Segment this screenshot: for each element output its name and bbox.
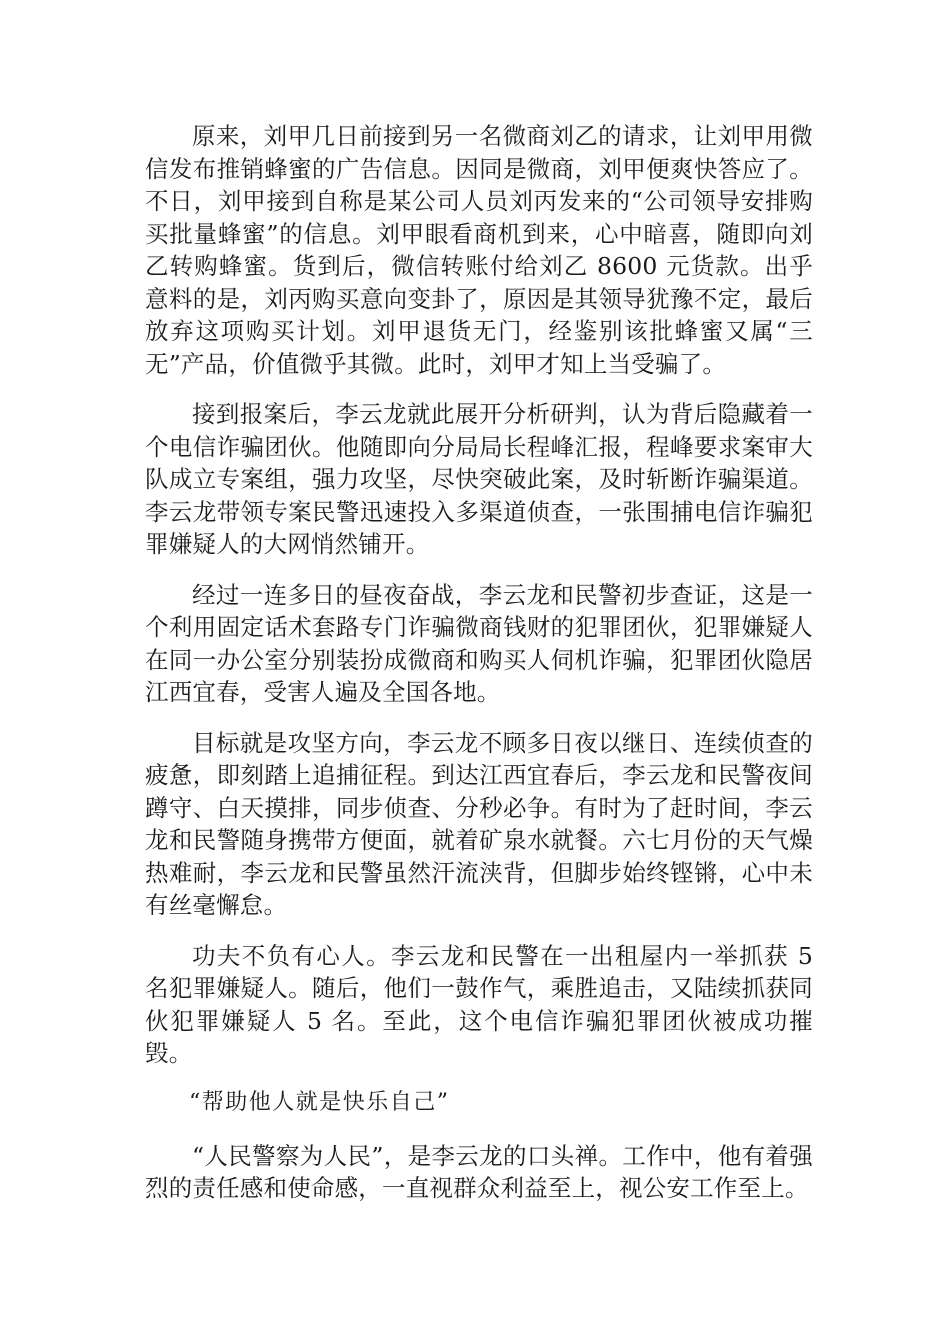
paragraph-gang-identified: 经过一连多日的昼夜奋战，李云龙和民警初步查证，这是一个利用固定话术套路专门诈骗微商钱财的犯罪团伙，犯罪嫌疑人在同一办公室分别装扮成微商和购买人伺机诈骗，犯罪团伙隐居江西宜春，受害人遍及全国各地。 (145, 580, 813, 706)
paragraph-scam-background: 原来，刘甲几日前接到另一名微商刘乙的请求，让刘甲用微信发布推销蜂蜜的广告信息。因同是微商，刘甲便爽快答应了。不日，刘甲接到自称是某公司人员刘丙发来的“公司领导安排购买批量蜂蜜”的信息。刘甲眼看商机到来，心中暗喜，随即向刘乙转购蜂蜜。货到后，微信转账付给刘乙 8600 元货款。出乎意料的是，刘丙购买意向变卦了，原因是其领导犹豫不定，最后放弃这项购买计划。刘甲退货无门，经鉴别该批蜂蜜又属“三无”产品，价值微乎其微。此时，刘甲才知上当受骗了。 (145, 122, 813, 378)
paragraph-motto: “人民警察为人民”，是李云龙的口头禅。工作中，他有着强烈的责任感和使命感，一直视群众利益至上，视公安工作至上。 (145, 1141, 813, 1202)
paragraph-investigation-start: 接到报案后，李云龙就此展开分析研判，认为背后隐藏着一个电信诈骗团伙。他随即向分局局长程峰汇报，程峰要求案审大队成立专案组，强力攻坚，尽快突破此案，及时斩断诈骗渠道。李云龙带领专案民警迅速投入多渠道侦查，一张围捕电信诈骗犯罪嫌疑人的大网悄然铺开。 (145, 400, 813, 558)
paragraph-arrests: 功夫不负有心人。李云龙和民警在一出租屋内一举抓获 5 名犯罪嫌疑人。随后，他们一鼓作气，乘胜追击，又陆续抓获同伙犯罪嫌疑人 5 名。至此，这个电信诈骗犯罪团伙被成功摧毁。 (145, 941, 813, 1067)
paragraph-pursuit: 目标就是攻坚方向，李云龙不顾多日夜以继日、连续侦查的疲惫，即刻踏上追捕征程。到达江西宜春后，李云龙和民警夜间蹲守、白天摸排，同步侦查、分秒必争。有时为了赶时间，李云龙和民警随身携带方便面，就着矿泉水就餐。六七月份的天气燥热难耐，李云龙和民警虽然汗流浃背，但脚步始终铿锵，心中未有丝毫懈怠。 (145, 728, 813, 919)
section-heading: “帮助他人就是快乐自己” (189, 1089, 450, 1115)
document-page (145, 120, 813, 1223)
